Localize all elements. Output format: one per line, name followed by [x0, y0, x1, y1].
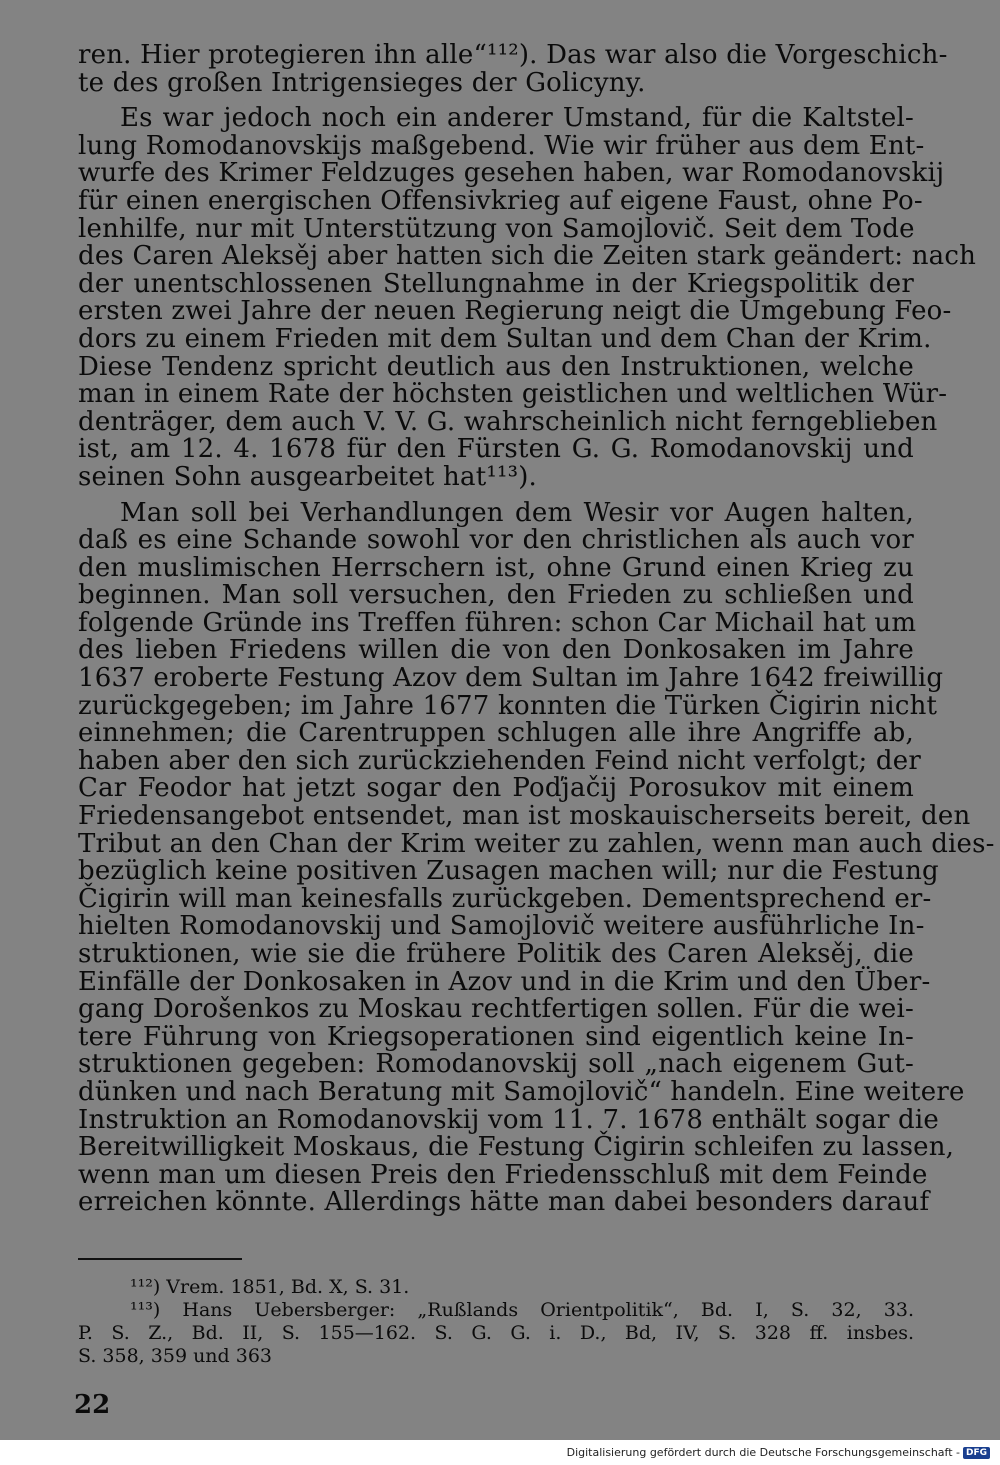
- text-line: hielten Romodanovskij und Samojlovič weitere ausführliche In-: [78, 911, 925, 942]
- text-line: den muslimischen Herrschern ist, ohne Grund einen Krieg zu: [78, 552, 914, 583]
- text-line: der unentschlossenen Stellungnahme in der Kriegspolitik der: [78, 268, 914, 299]
- footnote-line: ¹¹³) Hans Uebersberger: „Rußlands Orientpolitik“, Bd. I, S. 32, 33.: [130, 1299, 914, 1321]
- text-line: struktionen, wie sie die frühere Politik des Caren Aleksěj, die: [78, 939, 914, 969]
- text-line: haben aber den sich zurückziehenden Feind nicht verfolgt; der: [78, 745, 921, 776]
- text-line: wenn man um diesen Preis den Friedensschluß mit dem Feinde: [78, 1159, 928, 1190]
- text-line: des lieben Friedens willen die von den Donkosaken im Jahre: [78, 635, 914, 666]
- text-line: struktionen gegeben: Romodanovskij soll „nach eigenem Gut-: [78, 1049, 914, 1080]
- text-line: beginnen. Man soll versuchen, den Frieden zu schließen und: [78, 580, 914, 611]
- text-line: Man soll bei Verhandlungen dem Wesir vor Augen halten,: [120, 497, 914, 528]
- text-line: te des großen Intrigensieges der Golicyny.: [78, 67, 646, 98]
- text-line: lung Romodanovskijs maßgebend. Wie wir früher aus dem Ent-: [78, 130, 925, 161]
- text-line: Čigirin will man keinesfalls zurückgeben. Dementsprechend er-: [78, 883, 932, 914]
- dfg-logo-icon: DFG: [963, 1447, 990, 1459]
- text-line: seinen Sohn ausgearbeitet hat¹¹³).: [78, 461, 538, 492]
- text-line: Tribut an den Chan der Krim weiter zu zahlen, wenn man auch dies-: [78, 828, 995, 859]
- text-line: 1637 eroberte Festung Azov dem Sultan im Jahre 1642 freiwillig: [78, 663, 944, 694]
- text-line: denträger, dem auch V. V. G. wahrscheinlich nicht ferngeblieben: [78, 406, 938, 437]
- text-line: zurückgegeben; im Jahre 1677 konnten die Türken Čigirin nicht: [78, 690, 938, 721]
- text-line: daß es eine Schande sowohl vor den christlichen als auch vor: [78, 525, 914, 556]
- text-line: wurfe des Krimer Feldzuges gesehen haben, war Romodanovskij: [78, 158, 945, 189]
- text-line: tere Führung von Kriegsoperationen sind eigentlich keine In-: [78, 1021, 914, 1052]
- text-line: dünken und nach Beratung mit Samojlovič“ handeln. Eine weitere: [78, 1076, 965, 1107]
- text-line: folgende Gründe ins Treffen führen: schon Car Michail hat um: [78, 607, 917, 638]
- text-line: Bereitwilligkeit Moskaus, die Festung Čigirin schleifen zu lassen,: [78, 1132, 955, 1163]
- page-number: 22: [74, 1390, 111, 1420]
- footnote-separator: [78, 1258, 242, 1260]
- footnote-line: P. S. Z., Bd. II, S. 155—162. S. G. G. i. D., Bd, IV, S. 328 ff. insbes.: [78, 1322, 914, 1344]
- text-line: des Caren Aleksěj aber hatten sich die Zeiten stark geändert: nach: [78, 241, 977, 272]
- body-text: [78, 40, 995, 1218]
- text-line: ren. Hier protegieren ihn alle“¹¹²). Das war also die Vorgeschich-: [78, 40, 948, 70]
- text-line: ersten zwei Jahre der neuen Regierung neigt die Umgebung Feo-: [78, 296, 952, 327]
- text-line: für einen energischen Offensivkrieg auf eigene Faust, ohne Po-: [78, 185, 923, 216]
- text-line: Instruktion an Romodanovskij vom 11. 7. 1678 enthält sogar die: [78, 1104, 939, 1135]
- text-line: erreichen könnte. Allerdings hätte man dabei besonders darauf: [78, 1187, 930, 1218]
- text-line: Einfälle der Donkosaken in Azov und in die Krim und den Über-: [78, 966, 931, 997]
- credit-text: Digitalisierung gefördert durch die Deutsche Forschungsgemeinschaft -: [566, 1446, 960, 1459]
- text-line: dors zu einem Frieden mit dem Sultan und dem Chan der Krim.: [78, 323, 932, 354]
- footnotes: [78, 1276, 914, 1368]
- text-line: gang Dorošenkos zu Moskau rechtfertigen sollen. Für die wei-: [78, 994, 914, 1025]
- text-line: man in einem Rate der höchsten geistlichen und weltlichen Wür-: [78, 379, 948, 410]
- footnote-line: S. 358, 359 und 363: [78, 1345, 273, 1367]
- text-line: bezüglich keine positiven Zusagen machen will; nur die Festung: [78, 856, 939, 887]
- digitization-credit: [567, 1446, 990, 1459]
- text-line: ist, am 12. 4. 1678 für den Fürsten G. G. Romodanovskij und: [78, 434, 914, 465]
- text-line: einnehmen; die Carentruppen schlugen alle ihre Angriffe ab,: [78, 718, 914, 749]
- text-line: Diese Tendenz spricht deutlich aus den Instruktionen, welche: [78, 351, 914, 382]
- text-line: lenhilfe, nur mit Unterstützung von Samojlovič. Seit dem Tode: [78, 213, 915, 244]
- text-line: Es war jedoch noch ein anderer Umstand, für die Kaltstel-: [120, 103, 914, 134]
- footnote-line: ¹¹²) Vrem. 1851, Bd. X, S. 31.: [130, 1276, 410, 1298]
- text-line: Friedensangebot entsendet, man ist moskauischerseits bereit, den: [78, 801, 971, 832]
- text-line: Car Feodor hat jetzt sogar den Poďjačij Porosukov mit einem: [78, 773, 914, 804]
